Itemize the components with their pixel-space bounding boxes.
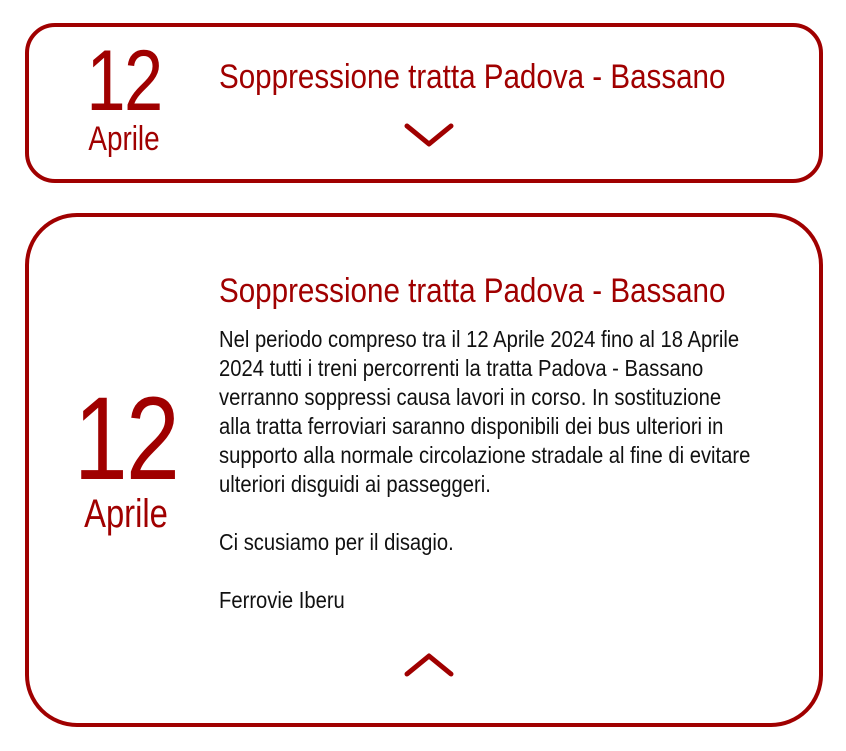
notice-date-day: 12 — [86, 33, 162, 129]
notice-title[interactable]: Soppressione tratta Padova - Bassano — [219, 58, 726, 96]
chevron-up-icon[interactable] — [403, 651, 455, 679]
notice-date-day: 12 — [73, 373, 179, 505]
notice-date — [51, 373, 201, 536]
notice-body-paragraph: Nel periodo compreso tra il 12 Aprile 2024 fino al 18 Aprile 2024 tutti i treni percorrenti la tratta Padova - Bassano verranno soppressi causa lavori in corso. In sostituzione alla tratta ferroviari saranno disponibili dei bus ulteriori in supporto alla normale circolazione stradale al fine di evitare ulteriori disguidi ai passeggeri. — [219, 326, 751, 497]
notice-date-month: Aprile — [88, 120, 160, 158]
notice-date-month: Aprile — [84, 492, 168, 536]
notice-apology: Ci scusiamo per il disagio. — [219, 529, 454, 555]
notice-signature: Ferrovie Iberu — [219, 587, 345, 613]
notice-body — [219, 325, 752, 615]
chevron-down-icon[interactable] — [403, 121, 455, 149]
notice-card-expanded[interactable] — [25, 213, 823, 727]
notice-card-collapsed[interactable] — [25, 23, 823, 183]
notice-date — [59, 33, 189, 158]
notice-title[interactable]: Soppressione tratta Padova - Bassano — [219, 272, 726, 310]
